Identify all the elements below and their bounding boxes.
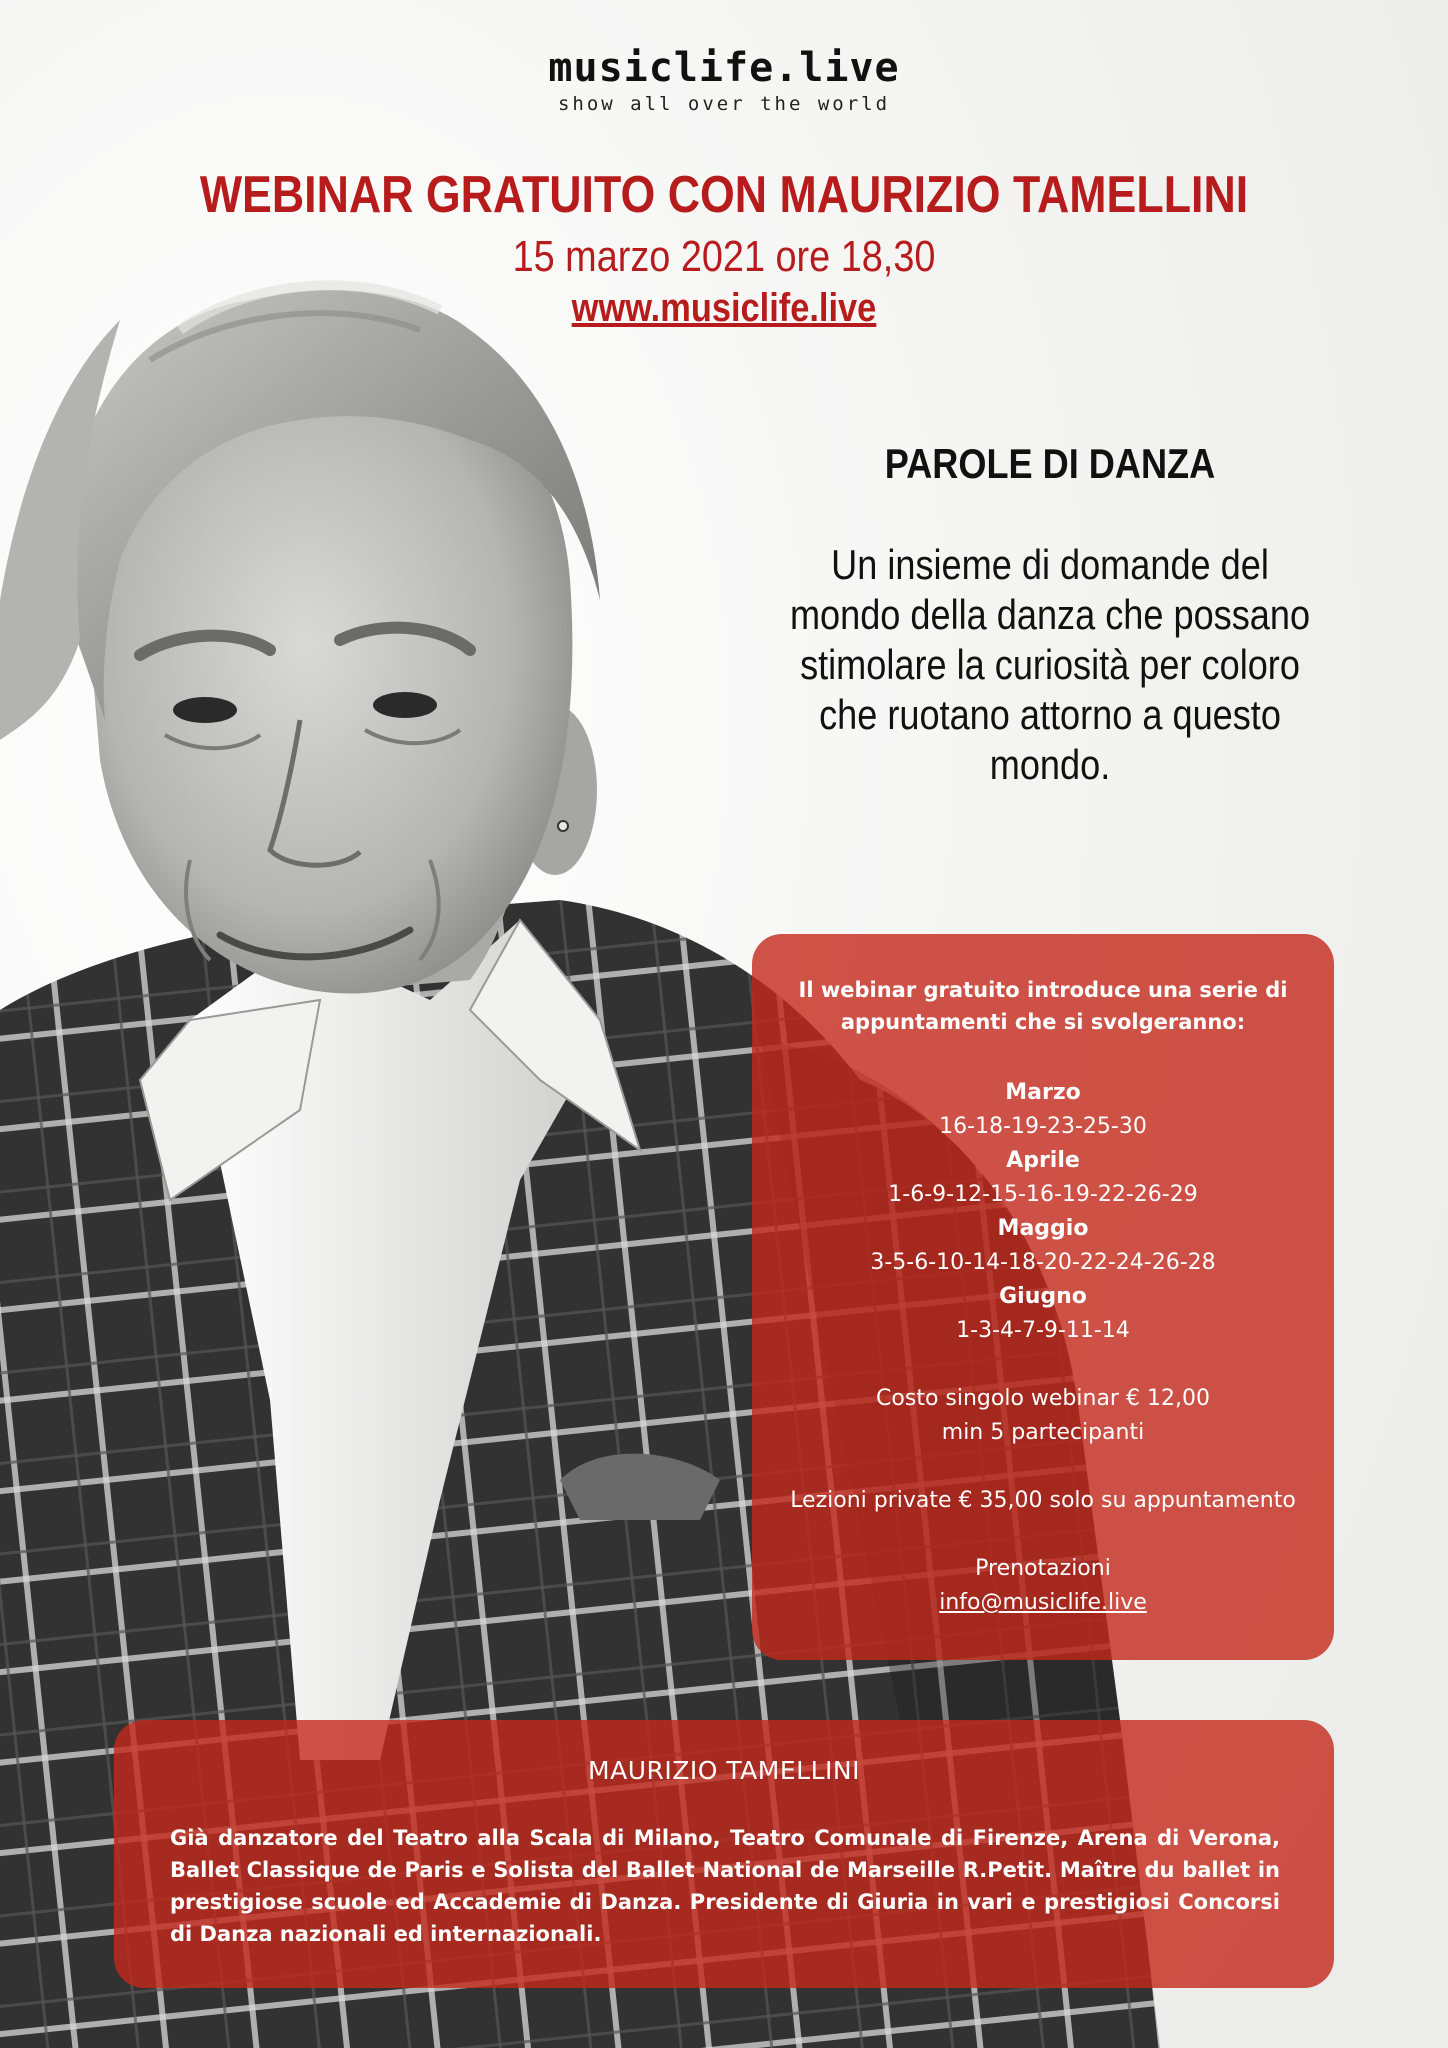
month-days: 3-5-6-10-14-18-20-22-24-26-28 — [870, 1250, 1216, 1275]
website-link[interactable]: www.musiclife.live — [571, 286, 877, 330]
event-date: 15 marzo 2021 ore 18,30 — [512, 232, 936, 281]
schedule-lead: Il webinar gratuito introduce una serie di appuntamenti che si svolgeranno: — [798, 978, 1288, 1034]
month-days: 16-18-19-23-25-30 — [939, 1114, 1147, 1139]
bio-text: Già danzatore del Teatro alla Scala di Milano, Teatro Comunale di Firenze, Arena di Verona, Ballet Classique de Paris e Solista del Ballet National de Marseille R.Petit. Maître du ballet in prestigiose scuole ed Accademie di Danza. Presidente di Giuria in vari e prestigiosi Concorsi di Danza nazionali ed internazionali. — [170, 1826, 1280, 1946]
private-lessons: Lezioni private € 35,00 solo su appuntamento — [790, 1488, 1296, 1513]
event-title: WEBINAR GRATUITO CON MAURIZIO TAMELLINI — [199, 166, 1249, 224]
bio-name: MAURIZIO TAMELLINI — [588, 1756, 860, 1785]
month-days: 1-6-9-12-15-16-19-22-26-29 — [888, 1182, 1198, 1207]
intro-text: Un insieme di domande del mondo della danza che possano stimolare la curiosità per coloro che ruotano attorno a questo mondo. — [789, 541, 1311, 788]
booking-email-link[interactable]: info@musiclife.live — [939, 1590, 1147, 1615]
section-title: PAROLE DI DANZA — [884, 440, 1216, 487]
brand-name: musiclife.live — [548, 45, 900, 91]
cost-single: Costo singolo webinar € 12,00 — [876, 1386, 1210, 1411]
bio-panel — [114, 1720, 1334, 1988]
month-label: Maggio — [997, 1216, 1089, 1241]
brand-tagline: show all over the world — [557, 93, 891, 115]
month-label: Aprile — [1006, 1148, 1080, 1173]
brand-logo — [0, 44, 1448, 116]
month-days: 1-3-4-7-9-11-14 — [956, 1318, 1130, 1343]
booking-label: Prenotazioni — [975, 1556, 1111, 1581]
schedule-panel — [752, 934, 1334, 1660]
month-label: Marzo — [1005, 1080, 1081, 1105]
month-label: Giugno — [999, 1284, 1087, 1309]
cost-min-participants: min 5 partecipanti — [941, 1420, 1145, 1445]
